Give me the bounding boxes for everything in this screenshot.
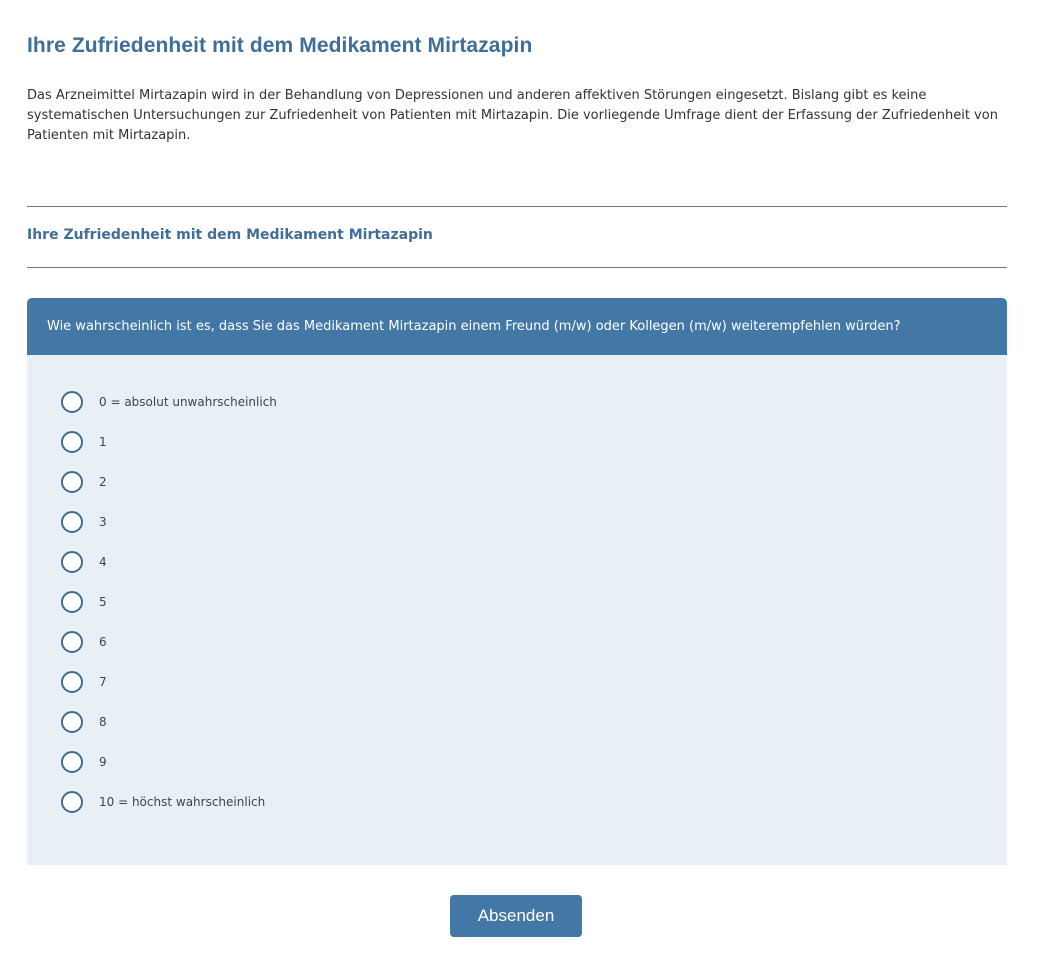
radio-button-5[interactable] xyxy=(61,591,83,613)
section-divider-bottom xyxy=(27,267,1007,268)
rating-option-2[interactable] xyxy=(61,462,1007,502)
rating-option-label: 4 xyxy=(99,555,107,569)
rating-option-label: 1 xyxy=(99,435,107,449)
section-divider-top xyxy=(27,206,1007,207)
rating-option-8[interactable] xyxy=(61,702,1007,742)
question-card xyxy=(27,298,1007,865)
rating-option-label: 10 = höchst wahrscheinlich xyxy=(99,795,266,809)
section-title: Ihre Zufriedenheit mit dem Medikament Mirtazapin xyxy=(27,227,433,243)
rating-option-label: 2 xyxy=(99,475,107,489)
rating-option-label: 3 xyxy=(99,515,107,529)
rating-option-5[interactable] xyxy=(61,582,1007,622)
page-title: Ihre Zufriedenheit mit dem Medikament Mirtazapin xyxy=(27,34,533,57)
rating-option-1[interactable] xyxy=(61,422,1007,462)
radio-button-0[interactable] xyxy=(61,391,83,413)
rating-option-label: 7 xyxy=(99,675,107,689)
rating-option-label: 8 xyxy=(99,715,107,729)
survey-intro-text: Das Arzneimittel Mirtazapin wird in der Behandlung von Depressionen und anderen affektiven Störungen eingesetzt. Bislang gibt es keine systematischen Untersuchungen zur Zufriedenheit von Patienten mit Mirtazapin. Die vorliegende Umfrage dient der Erfassung der Zufriedenheit von Patienten mit Mirtazapin. xyxy=(27,88,998,143)
radio-button-9[interactable] xyxy=(61,751,83,773)
rating-option-6[interactable] xyxy=(61,622,1007,662)
rating-option-7[interactable] xyxy=(61,662,1007,702)
radio-button-3[interactable] xyxy=(61,511,83,533)
radio-button-4[interactable] xyxy=(61,551,83,573)
radio-button-10[interactable] xyxy=(61,791,83,813)
rating-option-9[interactable] xyxy=(61,742,1007,782)
radio-button-6[interactable] xyxy=(61,631,83,653)
radio-button-7[interactable] xyxy=(61,671,83,693)
radio-button-2[interactable] xyxy=(61,471,83,493)
radio-button-1[interactable] xyxy=(61,431,83,453)
rating-options xyxy=(27,355,1007,822)
rating-option-label: 5 xyxy=(99,595,107,609)
rating-option-4[interactable] xyxy=(61,542,1007,582)
question-header xyxy=(27,298,1007,355)
radio-button-8[interactable] xyxy=(61,711,83,733)
rating-option-0[interactable] xyxy=(61,382,1007,422)
submit-button[interactable]: Absenden xyxy=(450,895,582,937)
rating-option-label: 6 xyxy=(99,635,107,649)
rating-option-10[interactable] xyxy=(61,782,1007,822)
rating-option-label: 9 xyxy=(99,755,107,769)
rating-option-label: 0 = absolut unwahrscheinlich xyxy=(99,395,277,409)
rating-option-3[interactable] xyxy=(61,502,1007,542)
question-text: Wie wahrscheinlich ist es, dass Sie das Medikament Mirtazapin einem Freund (m/w) oder Kollegen (m/w) weiterempfehlen würden? xyxy=(47,319,901,334)
